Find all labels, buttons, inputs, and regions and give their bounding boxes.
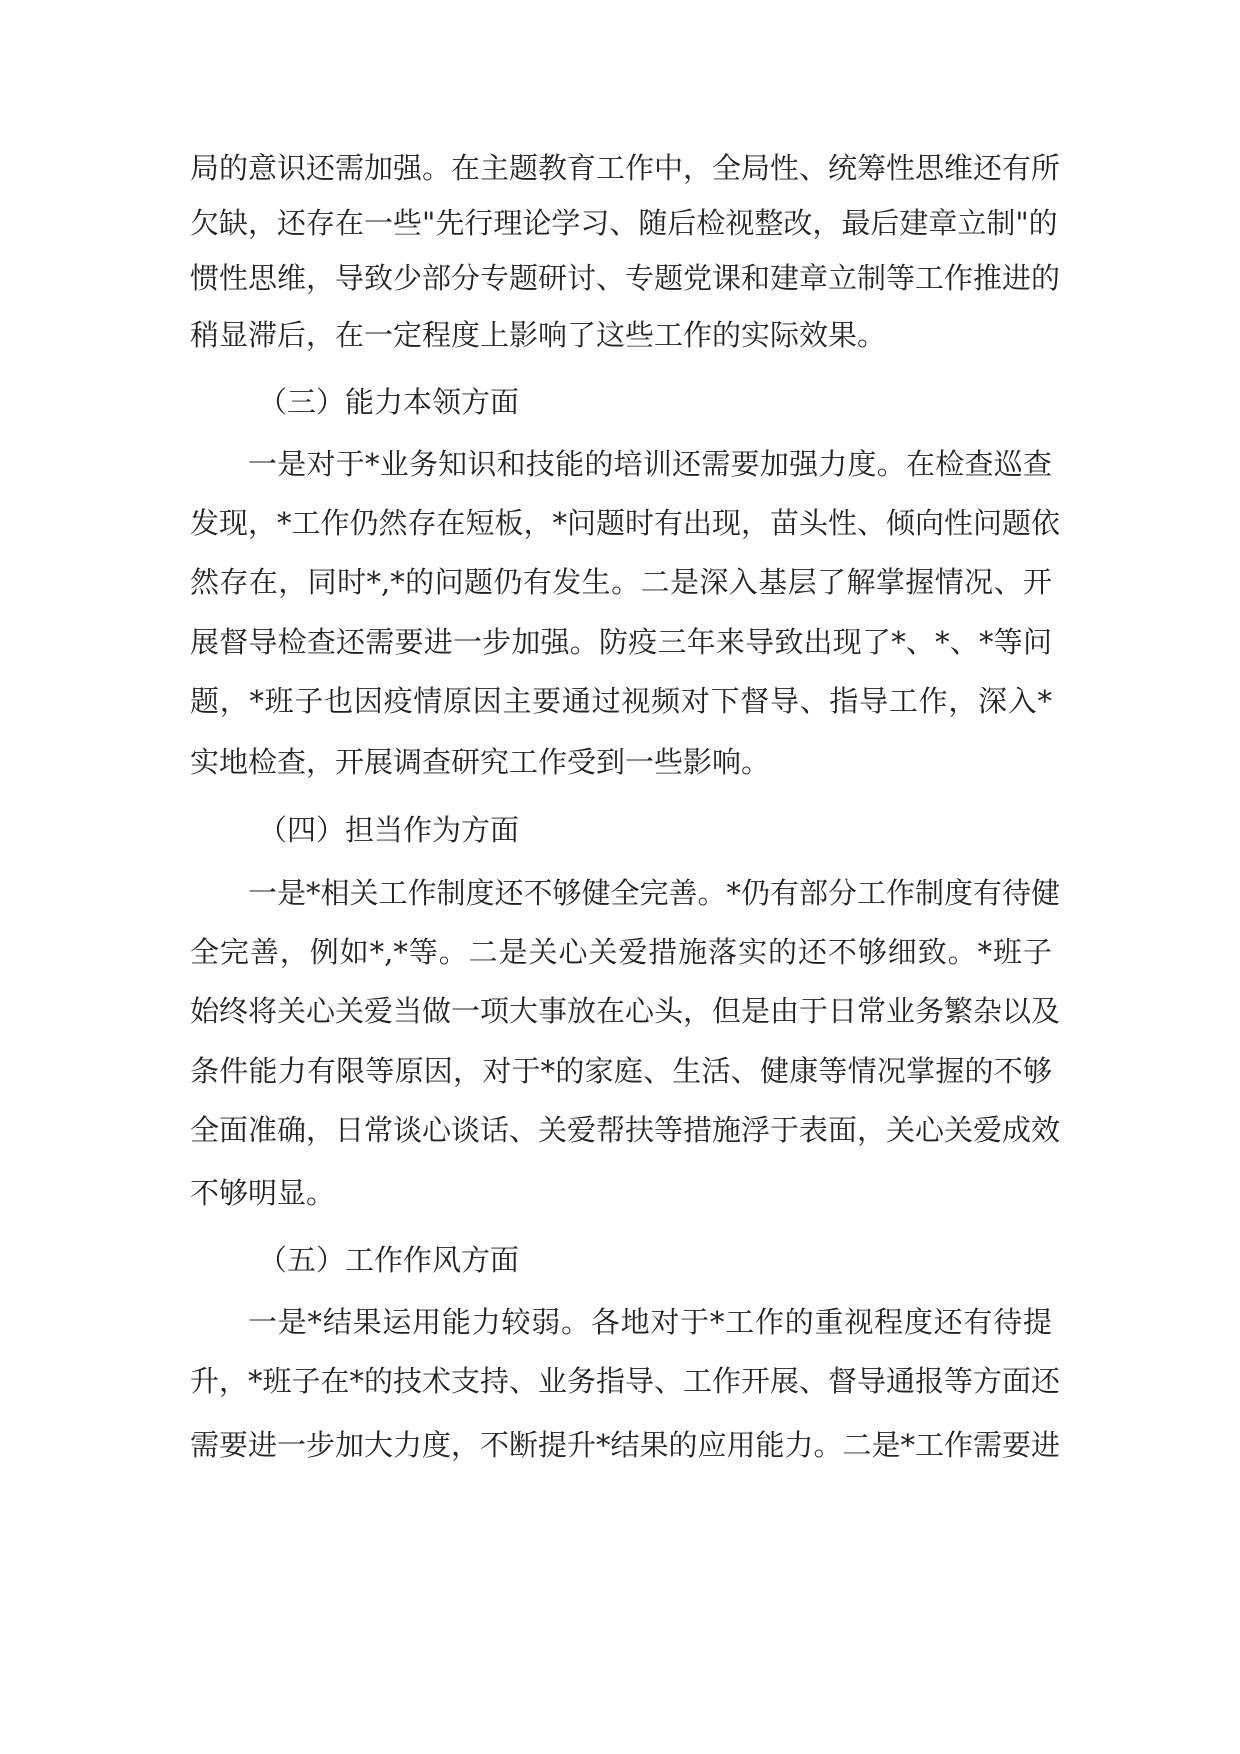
section-heading-5: （五）工作作风方面 bbox=[258, 1243, 520, 1277]
paragraph-1-line-3: 惯性思维，导致少部分专题研讨、专题党课和建章立制等工作推进的 bbox=[190, 261, 1061, 295]
paragraph-2-line-6: 实地检查，开展调查研究工作受到一些影响。 bbox=[190, 745, 771, 779]
paragraph-2-line-4: 展督导检查还需要进一步加强。防疫三年来导致出现了*、*、*等问 bbox=[190, 625, 1052, 659]
paragraph-4-line-1: 一是*结果运用能力较弱。各地对于*工作的重视程度还有待提 bbox=[248, 1305, 1052, 1339]
paragraph-1-line-2: 欠缺，还存在一些"先行理论学习、随后检视整改，最后建章立制"的 bbox=[190, 206, 1058, 240]
paragraph-3-line-2: 全完善，例如*,*等。二是关心关爱措施落实的还不够细致。*班子 bbox=[190, 935, 1052, 969]
paragraph-2-line-3: 然存在，同时*,*的问题仍有发生。二是深入基层了解掌握情况、开 bbox=[190, 565, 1052, 599]
paragraph-3-line-1: 一是*相关工作制度还不够健全完善。*仍有部分工作制度有待健 bbox=[248, 876, 1061, 910]
paragraph-3-line-5: 全面准确，日常谈心谈话、关爱帮扶等措施浮于表面，关心关爱成效 bbox=[190, 1113, 1061, 1147]
paragraph-4-line-2: 升，*班子在*的技术支持、业务指导、工作开展、督导通报等方面还 bbox=[190, 1364, 1061, 1398]
paragraph-2-line-1: 一是对于*业务知识和技能的培训还需要加强力度。在检查巡查 bbox=[248, 447, 1052, 481]
paragraph-2-line-5: 题，*班子也因疫情原因主要通过视频对下督导、指导工作，深入* bbox=[190, 684, 1052, 718]
paragraph-1-line-4: 稍显滞后，在一定程度上影响了这些工作的实际效果。 bbox=[190, 318, 887, 352]
paragraph-3-line-4: 条件能力有限等原因，对于*的家庭、生活、健康等情况掌握的不够 bbox=[190, 1054, 1052, 1088]
paragraph-4-line-3: 需要进一步加大力度，不断提升*结果的应用能力。二是*工作需要进 bbox=[190, 1428, 1061, 1462]
paragraph-3-line-6: 不够明显。 bbox=[190, 1176, 336, 1210]
paragraph-1-line-1: 局的意识还需加强。在主题教育工作中，全局性、统筹性思维还有所 bbox=[190, 151, 1061, 185]
paragraph-3-line-3: 始终将关心关爱当做一项大事放在心头，但是由于日常业务繁杂以及 bbox=[190, 994, 1061, 1028]
paragraph-2-line-2: 发现，*工作仍然存在短板，*问题时有出现，苗头性、倾向性问题依 bbox=[190, 506, 1061, 540]
section-heading-3: （三）能力本领方面 bbox=[258, 385, 520, 419]
section-heading-4: （四）担当作为方面 bbox=[258, 813, 520, 847]
